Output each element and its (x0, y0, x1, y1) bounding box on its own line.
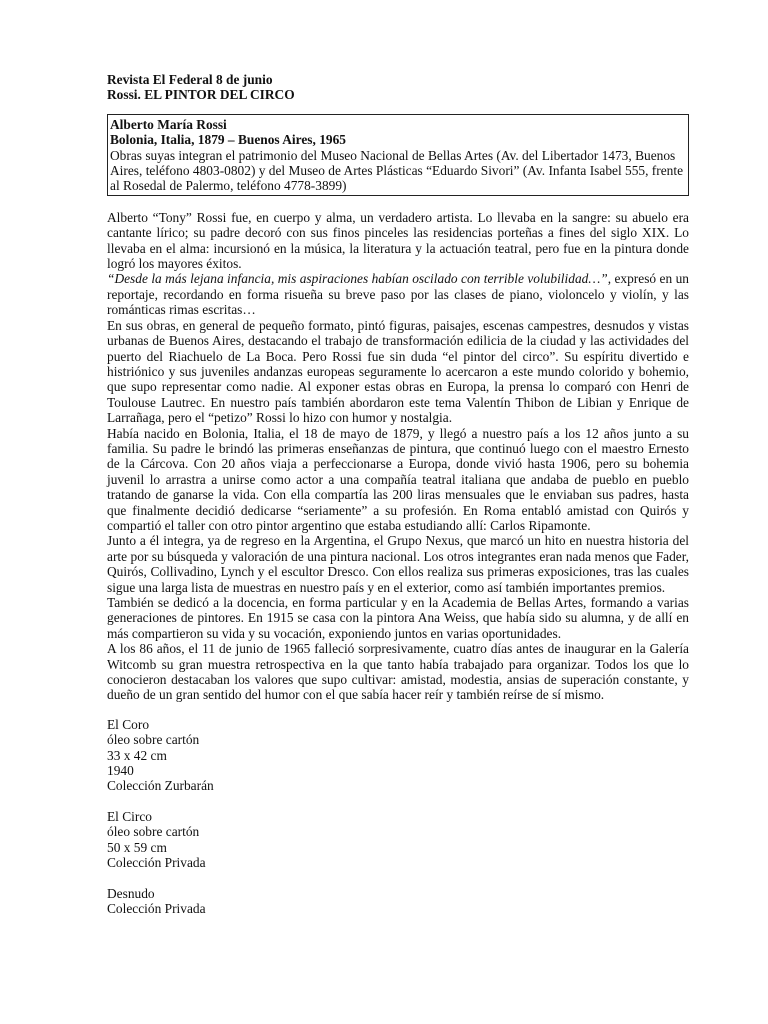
work-title: El Circo (107, 808, 152, 824)
publication-line: Revista El Federal 8 de junio (107, 72, 273, 87)
work-medium: óleo sobre cartón (107, 824, 200, 840)
paragraph-7: A los 86 años, el 11 de junio de 1965 falleció sorpresivamente, cuatro días antes de inaugurar en la Galería Witcomb su gran muestra retrospectiva en la que tanto había trabajado para organizar. Todos los que lo conocieron destacaban los valores que supo cultivar: amistad, modestia, ansias de superación constante, y dueño de un gran sentido del humor con el que sabía hacer reír y también reírse de sí mismo. (107, 641, 689, 703)
artist-name: Alberto María Rossi (110, 116, 227, 132)
work-collection: Colección Privada (107, 900, 206, 916)
paragraph-6: También se dedicó a la docencia, en forma particular y en la Academia de Bellas Artes, formando a varias generaciones de pintores. En 1915 se casa con la pintora Ana Weiss, que había sido su alumna, y de allí en más compartieron su vida y su vocación, exponiendo juntos en varias oportunidades. (107, 595, 689, 641)
paragraph-4: Había nacido en Bolonia, Italia, el 18 de mayo de 1879, y llegó a nuestro país a los 12 años junto a su familia. Su padre le brindó las primeras enseñanzas de pintura, que continuó luego con el maestro Ernesto de la Cárcova. Con 20 años viaja a perfeccionarse a Europa, donde vivió hasta 1906, pero su bohemia juvenil lo arrastra a unirse como actor a una compañía teatral italiana que andaba de pueblo en pueblo tratando de ganarse la vida. Con ella compartía las 200 liras mensuales que le enviaban sus padres, hasta que finalmente decidió dedicarse “seriamente” a su profesión. En Roma entabló amistad con Quirós y compartió el taller con otro pintor argentino que estaba estudiando allí: Carlos Ripamonte. (107, 425, 689, 533)
works-list (107, 717, 689, 916)
paragraph-2 (107, 271, 689, 317)
work-item (107, 886, 689, 917)
work-size: 50 x 59 cm (107, 839, 167, 855)
work-collection: Colección Privada (107, 855, 206, 871)
quote: “Desde la más lejana infancia, mis aspiraciones habían oscilado con terrible volubilidad…” (107, 271, 608, 287)
paragraph-3: En sus obras, en general de pequeño formato, pintó figuras, paisajes, escenas campestres, desnudos y vistas urbanas de Buenos Aires, destacando el trabajo de transformación edilicia de la ciudad y las actividades del puerto del Riachuelo de La Boca. Pero Rossi fue sin duda “el pintor del circo”. Su espíritu divertido e histriónico y sus juveniles andanzas europeas seguramente lo acercaron a este mundo colorido y bohemio, que supo representar como nadie. Al exponer estas obras en Europa, la prensa lo comparó con Henri de Toulouse Lautrec. En nuestro país también abordaron este tema Valentín Thibon de Libian y Enrique de Larrañaga, pero el “petizo” Rossi lo hizo con humor y nostalgia. (107, 317, 689, 426)
work-item (107, 809, 689, 871)
artist-origin: Bolonia, Italia, 1879 – Buenos Aires, 1965 (110, 132, 346, 148)
paragraph-5: Junto a él integra, ya de regreso en la Argentina, el Grupo Nexus, que marcó un hito en nuestra historia del arte por su búsqueda y valoración de una pintura nacional. Los otros integrantes eran nada menos que Fader, Quirós, Collivadino, Lynch y el escultor Dresco. Con ellos realiza sus primeras exposiciones, tras las cuales sigue una larga lista de muestras en nuestro país y en el exterior, como así también importantes premios. (107, 533, 689, 595)
work-size: 33 x 42 cm (107, 747, 167, 763)
article-title: Rossi. EL PINTOR DEL CIRCO (107, 87, 295, 103)
work-item (107, 717, 689, 794)
work-collection: Colección Zurbarán (107, 778, 214, 794)
bio-text: Obras suyas integran el patrimonio del Museo Nacional de Bellas Artes (Av. del Libertador 1473, Buenos Aires, teléfono 4803-0802) y del Museo de Artes Plásticas “Eduardo Sivori” (Av. Infanta Isabel 555, frente al Rosedal de Palermo, teléfono 4778-3899) (110, 147, 684, 194)
work-title: El Coro (107, 716, 150, 732)
bio-box (107, 114, 689, 196)
article-body (107, 210, 689, 703)
document-page (107, 72, 689, 931)
paragraph-1: Alberto “Tony” Rossi fue, en cuerpo y alma, un verdadero artista. Lo llevaba en la sangre: su abuelo era cantante lírico; su padre decoró con sus finos pinceles las residencias porteñas a fines del siglo XIX. Lo llevaba en el alma: incursionó en la música, la literatura y la actuación teatral, pero fue en la pintura donde logró los mayores éxitos. (107, 209, 689, 272)
work-year: 1940 (107, 763, 134, 779)
work-title: Desnudo (107, 885, 155, 901)
work-medium: óleo sobre cartón (107, 732, 200, 748)
quote-continuation: , expresó en un reportaje, recordando en forma risueña su breve paso por las clases de piano, violoncelo y violín, y las románticas rimas escritas… (107, 271, 689, 318)
